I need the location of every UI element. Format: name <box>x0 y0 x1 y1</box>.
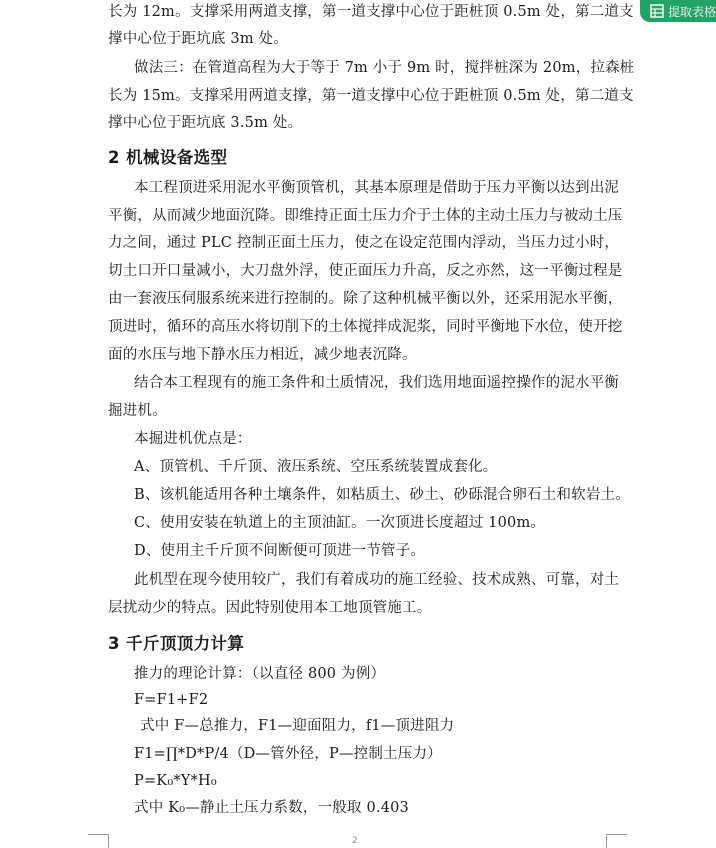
list-item: A、顶管机、千斤顶、液压系统、空压系统装置成套化。 <box>134 459 498 475</box>
formula-line: P=K₀*Y*H₀ <box>134 773 217 789</box>
paragraph-line: 力之间，通过 PLC 控制正面土压力，使之在设定范围内浮动，当压力过小时， <box>108 235 620 251</box>
section-heading: 3 千斤顶顶力计算 <box>108 634 245 653</box>
paragraph-line: 平衡，从而减少地面沉降。即维持正面土压力介于土体的主动土压力与被动土压 <box>108 208 623 224</box>
formula-line: 式中 F—总推力，F1—迎面阻力，f1—顶进阻力 <box>140 718 455 734</box>
list-item: C、使用安装在轨道上的主顶油缸。一次顶进长度超过 100m。 <box>134 515 546 531</box>
paragraph-line: 结合本工程现有的施工条件和土质情况，我们选用地面遥控操作的泥水平衡 <box>134 375 620 391</box>
formula-line: 式中 K₀—静止土压力系数，一般取 0.403 <box>134 800 409 816</box>
paragraph-line: 顶进时，循环的高压水将切削下的土体搅拌成泥浆，同时平衡地下水位，使开挖 <box>108 319 623 335</box>
page-number: 2 <box>352 836 358 846</box>
list-item: B、该机能适用各种土壤条件，如粘质土、砂土、砂砾混合卵石土和软岩土。 <box>134 487 630 503</box>
paragraph-line: 长为 15m。支撑采用两道支撑，第一道支撑中心位于距桩顶 0.5m 处，第二道支 <box>108 88 634 104</box>
paragraph-line: 做法三：在管道高程为大于等于 7m 小于 9m 时，搅拌桩深为 20m，拉森桩 <box>134 60 635 76</box>
formula-line: 推力的理论计算：（以直径 800 为例） <box>134 666 386 682</box>
paragraph-line: 层扰动少的特点。因此特别使用本工地顶管施工。 <box>108 600 432 616</box>
paragraph-line: 长为 12m。支撑采用两道支撑，第一道支撑中心位于距桩顶 0.5m 处，第二道支 <box>108 4 634 20</box>
formula-line: F=F1+F2 <box>134 692 209 708</box>
formula-line: F1=∏*D*P/4（D—管外径，P—控制土压力） <box>134 746 442 762</box>
section-heading: 2 机械设备选型 <box>108 148 228 167</box>
paragraph-line: 撑中心位于距坑底 3m 处。 <box>108 31 288 47</box>
paragraph-line: 面的水压与地下静水压力相近，减少地表沉降。 <box>108 347 417 363</box>
page-corner-mark <box>606 834 627 848</box>
page-corner-mark <box>88 834 109 848</box>
paragraph-line: 撑中心位于距坑底 3.5m 处。 <box>108 115 303 131</box>
table-icon <box>650 4 664 18</box>
paragraph-line: 掘进机。 <box>108 403 167 419</box>
paragraph-line: 由一套液压伺服系统来进行控制的。除了这种机械平衡以外，还采用泥水平衡， <box>108 291 623 307</box>
paragraph-line: 此机型在现今使用较广，我们有着成功的施工经验、技术成熟、可靠，对土 <box>134 572 620 588</box>
extract-table-button[interactable] <box>640 0 716 22</box>
paragraph-line: 切土口开口量减小，大刀盘外浮，使正面压力升高，反之亦然，这一平衡过程是 <box>108 263 623 279</box>
paragraph-line: 本工程顶进采用泥水平衡顶管机，其基本原理是借助于压力平衡以达到出泥 <box>134 180 620 196</box>
paragraph-line: 本掘进机优点是： <box>134 431 252 447</box>
list-item: D、使用主千斤顶不间断便可顶进一节管子。 <box>134 543 426 559</box>
extract-table-label: 提取表格 <box>668 4 716 19</box>
